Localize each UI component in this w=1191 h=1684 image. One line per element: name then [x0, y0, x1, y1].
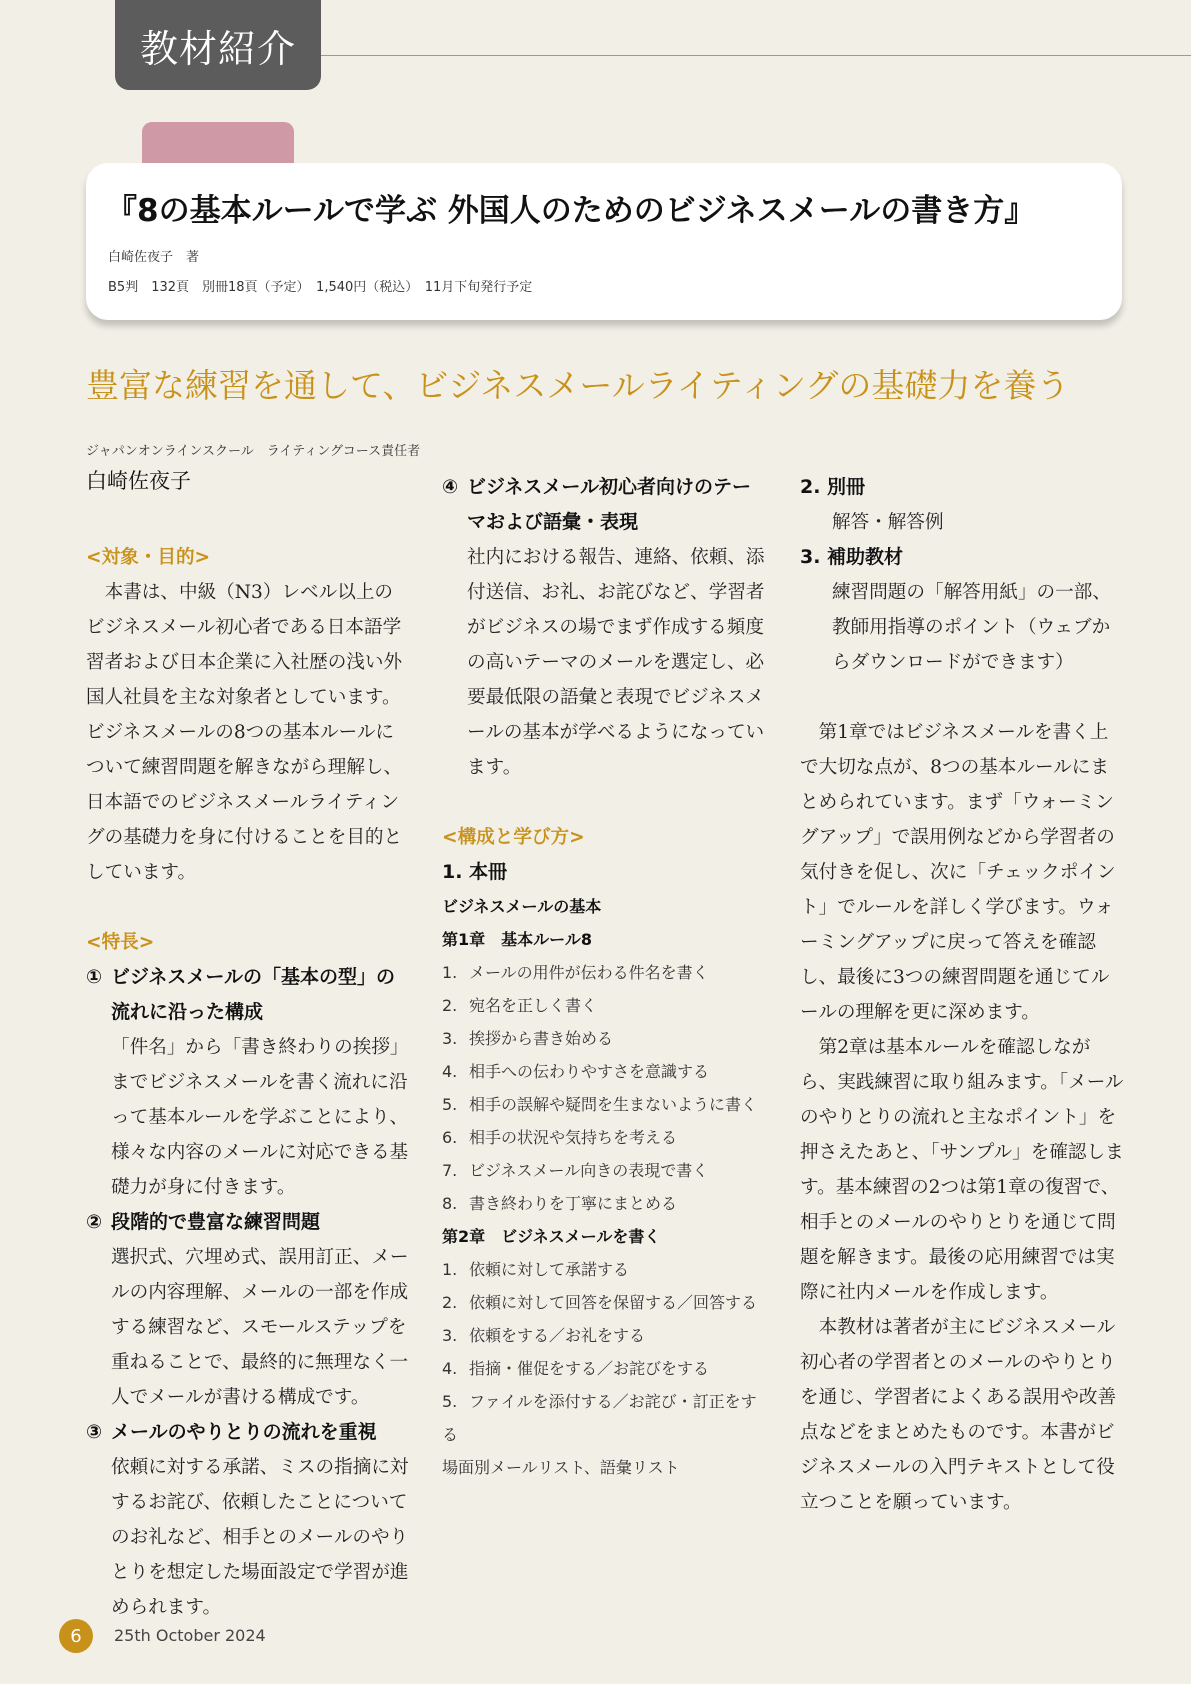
chapter-1-list — [442, 956, 770, 1220]
feature-2-body: 選択式、穴埋め式、誤用訂正、メールの内容理解、メールの一部を作成する練習など、スモールステップを重ねることで、最終的に無理なく一人でメールが書ける構成です。 — [111, 1247, 409, 1408]
column-2 — [442, 470, 770, 1484]
list-item: 2. 依頼に対して回答を保留する／回答する — [442, 1293, 758, 1312]
supplement-body: 解答・解答例 — [832, 512, 944, 533]
header-rule — [321, 55, 1191, 56]
list-item: 5. ファイルを添付する／お詫び・訂正をする — [442, 1392, 757, 1444]
list-item: 3. 挨拶から書き始める — [442, 1029, 614, 1048]
closing-paragraph-1: 第1章ではビジネスメールを書く上で大切な点が、8つの基本ルールにまとめられています。まず「ウォーミングアップ」で誤用例などから学習者の気付きを促し、次に「チェックポイント」でルールを詳しく学びます。ウォーミングアップに戻って答えを確認し、最後に3つの練習問題を通じてルールの理解を更に深めます。 — [800, 722, 1116, 1023]
section-heading-purpose: <対象・目的> — [86, 547, 211, 568]
article-headline: 豊富な練習を通して、ビジネスメールライティングの基礎力を養う — [86, 366, 1070, 405]
aux-material-title: 3. 補助教材 — [800, 546, 904, 568]
list-item: 5. 相手の誤解や疑問を生まないように書く — [442, 1095, 758, 1114]
chapter-2-title: 第2章 ビジネスメールを書く — [442, 1227, 661, 1246]
feature-1-body: 「件名」から「書き終わりの挨拶」までビジネスメールを書く流れに沿って基本ルールを学ぶことにより、様々な内容のメールに対応できる基礎力が身に付きます。 — [111, 1037, 409, 1198]
main-volume-title: 1. 本冊 — [442, 861, 508, 883]
page-number: 6 — [59, 1619, 93, 1653]
feature-4-body: 社内における報告、連絡、依頼、添付送信、お礼、お詫びなど、学習者がビジネスの場でまず作成する頻度の高いテーマのメールを選定し、必要最低限の語彙と表現でビジネスメールの基本が学べるようになっています。 — [467, 547, 765, 778]
section-tab: 教材紹介 — [115, 0, 321, 90]
list-item: 1. 依頼に対して承諾する — [442, 1260, 630, 1279]
section-heading-features: <特長> — [86, 932, 155, 953]
list-item: 1. メールの用件が伝わる件名を書く — [442, 963, 709, 982]
list-item: 4. 相手への伝わりやすさを意識する — [442, 1062, 710, 1081]
list-item: 8. 書き終わりを丁寧にまとめる — [442, 1194, 678, 1213]
issue-date: 25th October 2024 — [114, 1626, 266, 1645]
column-3 — [800, 470, 1125, 1520]
book-spec: B5判 132頁 別冊18頁（予定） 1,540円（税込） 11月下旬発行予定 — [108, 280, 533, 295]
feature-3-body: 依頼に対する承諾、ミスの指摘に対するお詫び、依頼したことについてのお礼など、相手とのメールのやりとりを想定した場面設定で学習が進められます。 — [111, 1457, 409, 1618]
chapter-2-list — [442, 1253, 770, 1451]
list-item: 6. 相手の状況や気持ちを考える — [442, 1128, 678, 1147]
closing-paragraph-3: 本教材は著者が主にビジネスメール初心者の学習者とのメールのやりとりを通じ、学習者によくある誤用や改善点などをまとめたものです。本書がビジネスメールの入門テキストとして役立つことを願っています。 — [800, 1317, 1117, 1513]
feature-2-title: ② 段階的で豊富な練習問題 — [86, 1211, 321, 1233]
list-item: 3. 依頼をする／お礼をする — [442, 1326, 646, 1345]
appendix-lists: 場面別メールリスト、語彙リスト — [442, 1458, 680, 1477]
book-author: 白崎佐夜子 著 — [108, 250, 200, 265]
feature-1-title: ① ビジネスメールの「基本の型」の流れに沿った構成 — [86, 966, 396, 1023]
aux-material-body: 練習問題の「解答用紙」の一部、教師用指導のポイント（ウェブからダウンロードができます） — [832, 582, 1111, 673]
author-affiliation: ジャパンオンラインスクール ライティングコース責任者 — [86, 444, 421, 459]
list-item: 7. ビジネスメール向きの表現で書く — [442, 1161, 709, 1180]
supplement-title: 2. 別冊 — [800, 476, 866, 498]
list-item: 4. 指摘・催促をする／お詫びをする — [442, 1359, 710, 1378]
author-name: 白崎佐夜子 — [86, 469, 191, 493]
section-heading-structure: <構成と学び方> — [442, 827, 585, 848]
closing-paragraph-2: 第2章は基本ルールを確認しながら、実践練習に取り組みます。「メールのやりとりの流れと主なポイント」を押さえたあと、「サンプル」を確認します。基本練習の2つは第1章の復習で、相手とのメールのやりとりを通じて問題を解きます。最後の応用練習では実際に社内メールを作成します。 — [800, 1037, 1124, 1303]
purpose-body: 本書は、中級（N3）レベル以上のビジネスメール初心者である日本語学習者および日本企業に入社歴の浅い外国人社員を主な対象者としています。ビジネスメールの8つの基本ルールについて練習問題を解きながら理解し、日本語でのビジネスメールライティングの基礎力を身に付けることを目的としています。 — [86, 582, 403, 883]
list-item: 2. 宛名を正しく書く — [442, 996, 598, 1015]
main-volume-subtitle: ビジネスメールの基本 — [442, 897, 602, 916]
chapter-1-title: 第1章 基本ルール8 — [442, 930, 592, 949]
feature-4-title: ④ ビジネスメール初心者向けのテーマおよび語彙・表現 — [442, 476, 752, 533]
feature-3-title: ③ メールのやりとりの流れを重視 — [86, 1421, 377, 1443]
book-title: 『8の基本ルールで学ぶ 外国人のためのビジネスメールの書き方』 — [106, 193, 1036, 229]
column-1 — [86, 540, 410, 1625]
book-info-card — [86, 163, 1122, 320]
